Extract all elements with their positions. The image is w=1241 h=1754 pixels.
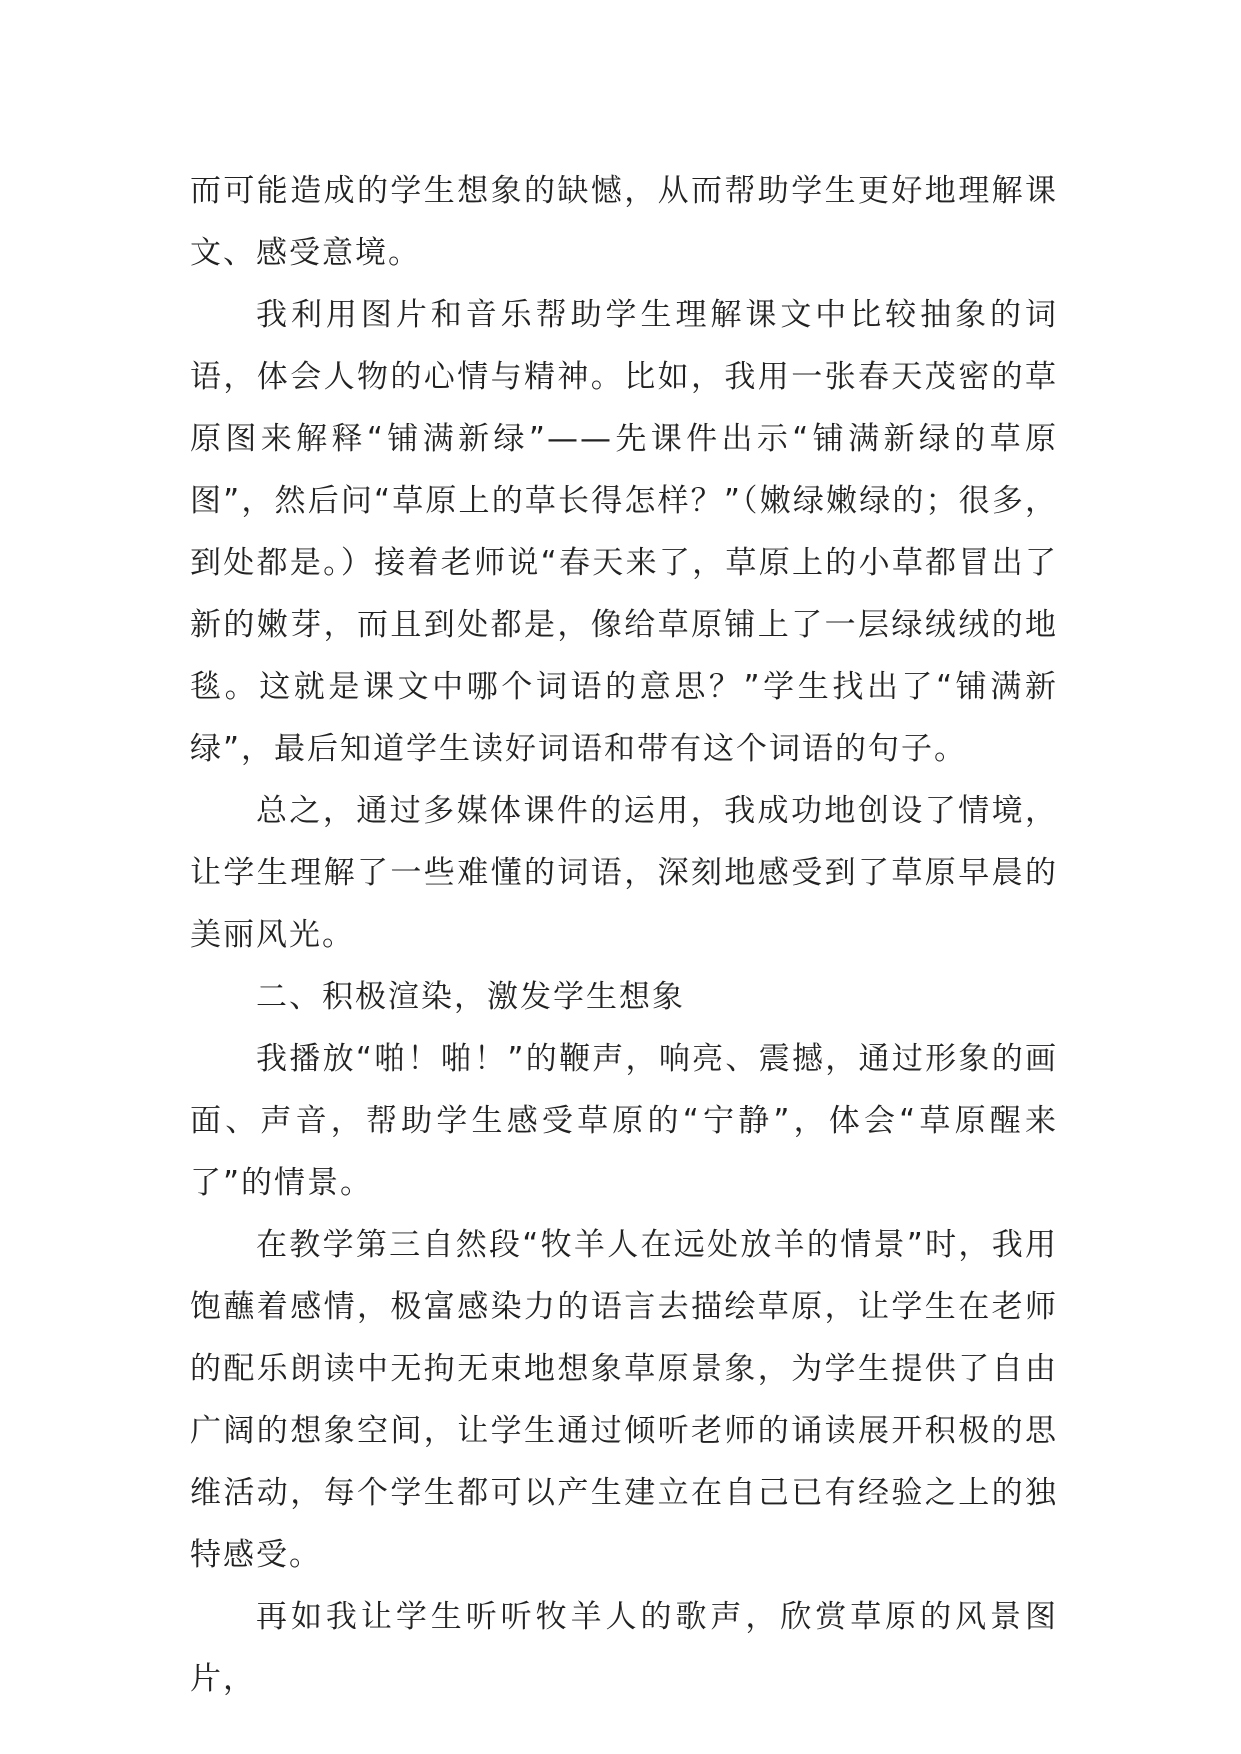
paragraph: 我利用图片和音乐帮助学生理解课文中比较抽象的词语，体会人物的心情与精神。比如，我用一张春天茂密的草原图来解释“铺满新绿”——先课件出示“铺满新绿的草原图”，然后问“草原上的草长得怎样？”（嫩绿嫩绿的；很多，到处都是。）接着老师说“春天来了，草原上的小草都冒出了新的嫩芽，而且到处都是，像给草原铺上了一层绿绒绒的地毯。这就是课文中哪个词语的意思？”学生找出了“铺满新绿”，最后知道学生读好词语和带有这个词语的句子。: [190, 297, 1058, 767]
paragraph: 而可能造成的学生想象的缺憾，从而帮助学生更好地理解课文、感受意境。: [190, 173, 1058, 271]
paragraph: 在教学第三自然段“牧羊人在远处放羊的情景”时，我用饱蘸着感情，极富感染力的语言去描绘草原，让学生在老师的配乐朗读中无拘无束地想象草原景象，为学生提供了自由广阔的想象空间，让学生通过倾听老师的诵读展开积极的思维活动，每个学生都可以产生建立在自己已有经验之上的独特感受。: [190, 1227, 1058, 1573]
paragraph: 我播放“啪！啪！”的鞭声，响亮、震撼，通过形象的画面、声音，帮助学生感受草原的“宁静”，体会“草原醒来了”的情景。: [190, 1041, 1058, 1201]
section-heading: 二、积极渲染，激发学生想象: [256, 979, 685, 1015]
body-text: [190, 160, 1058, 1710]
paragraph: 再如我让学生听听牧羊人的歌声，欣赏草原的风景图片，: [190, 1599, 1058, 1697]
paragraph: 总之，通过多媒体课件的运用，我成功地创设了情境，让学生理解了一些难懂的词语，深刻地感受到了草原早晨的美丽风光。: [190, 793, 1058, 953]
